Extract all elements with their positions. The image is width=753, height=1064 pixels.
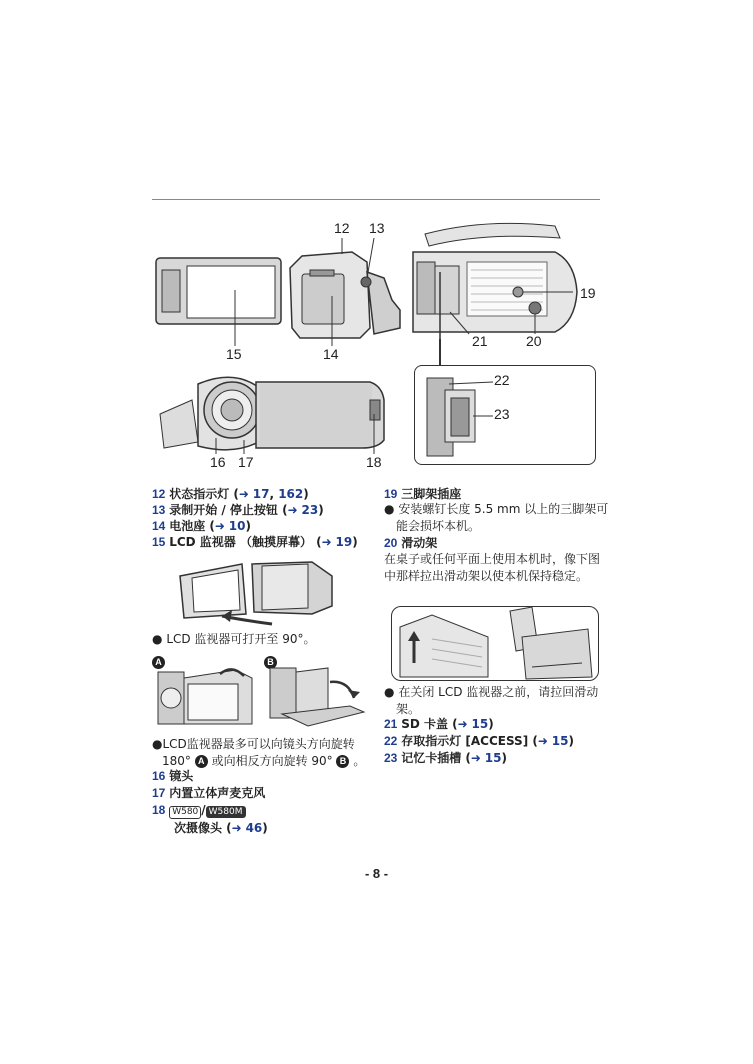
inset-connector-line (439, 339, 441, 365)
camera-front-illustration (152, 370, 392, 458)
header-rule (152, 199, 600, 200)
item-18: 18 W580 / W580M (152, 802, 246, 819)
callout-20: 20 (526, 333, 542, 349)
item-16: 16 镜头 (152, 769, 194, 783)
slide-stand-inset (391, 606, 599, 681)
item-20-note: ● 在关闭 LCD 监视器之前，请拉回滑动架。 (384, 685, 599, 716)
callout-12: 12 (334, 220, 350, 236)
camera-lcd-open-illustration (152, 238, 407, 353)
callout-13: 13 (369, 220, 385, 236)
callout-18: 18 (366, 454, 382, 470)
item-15: 15 LCD 监视器 （触摸屏幕） (➜ 19) (152, 535, 358, 549)
item-21: 21 SD 卡盖 (➜ 15) (384, 717, 494, 731)
model-badge-w580: W580 (169, 806, 201, 819)
callout-15: 15 (226, 346, 242, 362)
item-20: 20 滑动架 (384, 536, 438, 550)
item-20-body: 在桌子或任何平面上使用本机时，像下图中那样拉出滑动架以使本机保持稳定。 (384, 552, 601, 583)
callout-21: 21 (472, 333, 488, 349)
model-badge-w580m: W580M (206, 806, 246, 818)
item-23: 23 记忆卡插槽 (➜ 15) (384, 751, 507, 765)
item-19-note: ● 安装螺钉长度 5.5 mm 以上的三脚架可能会损坏本机。 (384, 502, 609, 533)
item-12: 12 状态指示灯 (➜ 17, 162) (152, 487, 309, 501)
callout-16: 16 (210, 454, 226, 470)
item-22: 22 存取指示灯 [ACCESS] (➜ 15) (384, 734, 574, 748)
item-14: 14 电池座 (➜ 10) (152, 519, 251, 533)
callout-23: 23 (494, 406, 510, 422)
item-17: 17 内置立体声麦克风 (152, 786, 266, 800)
item-18-desc: 次摄像头 (➜ 46) (174, 821, 268, 835)
label-a-inline: A (195, 755, 208, 768)
lcd-open-illustration (172, 556, 347, 630)
page-number: - 8 - (364, 866, 389, 881)
label-a: A (152, 656, 165, 669)
label-b-inline: B (336, 755, 349, 768)
camera-bottom-illustration (405, 222, 590, 347)
label-b: B (264, 656, 277, 669)
callout-14: 14 (323, 346, 339, 362)
lcd-open-note: ● LCD 监视器可打开至 90°。 (152, 632, 316, 646)
callout-22: 22 (494, 372, 510, 388)
slide-stand-illustration (392, 607, 598, 680)
rotate-b-illustration (268, 664, 370, 732)
item-13: 13 录制开始 / 停止按钮 (➜ 23) (152, 503, 324, 517)
rotate-a-illustration (156, 664, 258, 732)
item-19: 19 三脚架插座 (384, 487, 462, 501)
rotate-note: ●LCD监视器最多可以向镜头方向旋转 180° A 或向相反方向旋转 90° B 。 (152, 737, 366, 768)
callout-17: 17 (238, 454, 254, 470)
callout-19: 19 (580, 285, 596, 301)
